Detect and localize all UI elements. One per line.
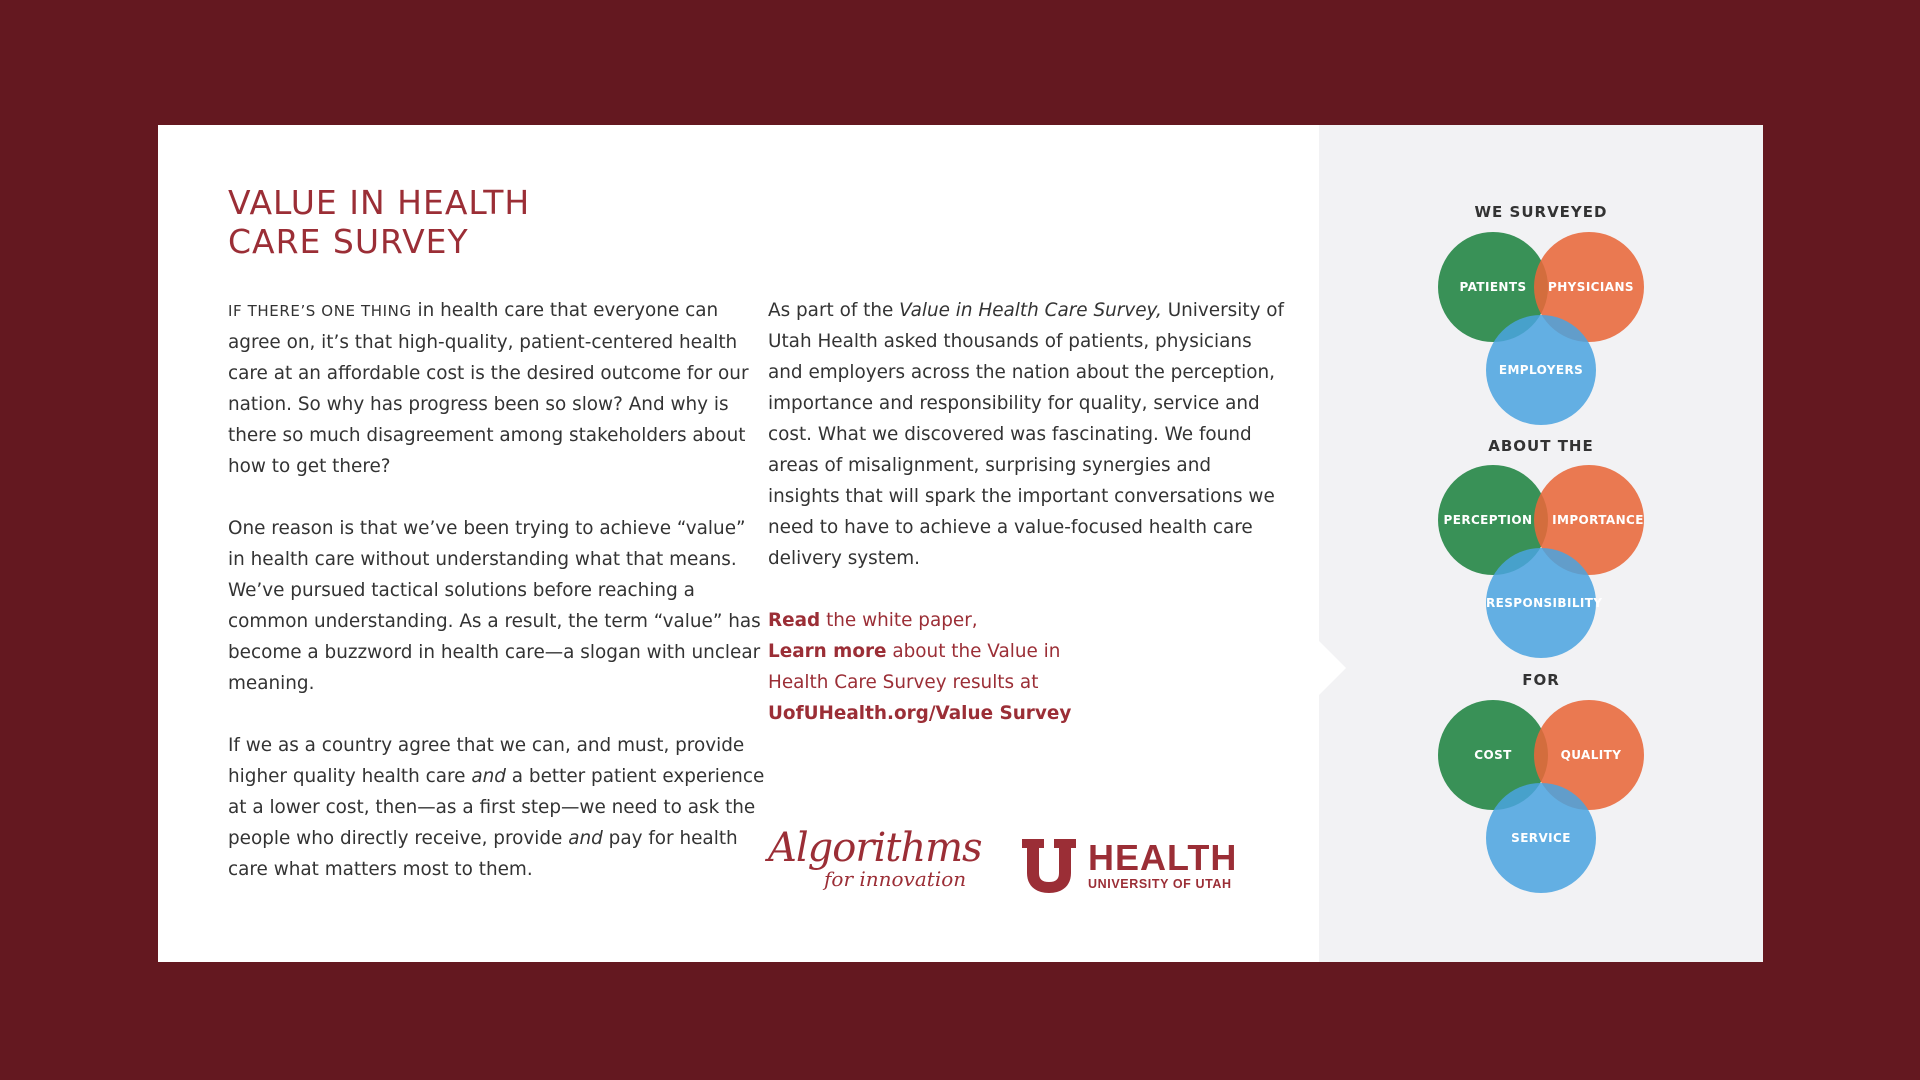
- venn-label-physicians: PHYSICIANS: [1548, 280, 1634, 294]
- venn-label-importance: IMPORTANCE: [1552, 513, 1644, 527]
- learn-rest: about the Value in: [886, 641, 1061, 662]
- venn-heading-for: FOR: [1522, 671, 1560, 689]
- lead-in-text: IF THERE’S ONE THING: [228, 302, 412, 320]
- intro-paragraph: [228, 295, 768, 482]
- algorithms-logo-main: Algorithms: [768, 825, 982, 871]
- venn-diagram-surveyed: [1438, 232, 1648, 428]
- venn-label-cost: COST: [1474, 748, 1512, 762]
- venn-circles-about: [1438, 465, 1648, 661]
- venn-label-quality: QUALITY: [1560, 748, 1622, 762]
- block-u-icon: [1020, 839, 1078, 893]
- title-line-2: CARE SURVEY: [228, 222, 469, 261]
- health-wordmark: HEALTH: [1088, 837, 1238, 878]
- read-white-paper-link[interactable]: [768, 605, 1288, 636]
- venn-label-responsibility: RESPONSIBILITY: [1486, 596, 1603, 610]
- survey-text-a: As part of the: [768, 300, 900, 321]
- country-paragraph: [228, 730, 768, 885]
- venn-label-perception: PERCEPTION: [1443, 513, 1533, 527]
- country-text-e: pay for health care what matters most to them.: [228, 828, 738, 880]
- country-text-c: a better patient experience at a lower cost, then—as a first step—we need to ask the people who directly receive, provide: [228, 766, 765, 849]
- algorithms-for-innovation-logo: [768, 825, 982, 895]
- results-text: Health Care Survey results at: [768, 672, 1039, 693]
- left-column: [228, 295, 768, 916]
- survey-name-italic: Value in Health Care Survey,: [899, 300, 1162, 321]
- country-text-and-1: and: [471, 766, 506, 787]
- survey-url-link[interactable]: [768, 698, 1288, 729]
- venn-label-patients: PATIENTS: [1459, 280, 1527, 294]
- university-of-utah-health-logo: [1020, 839, 1240, 899]
- venn-diagram-for: [1438, 700, 1648, 896]
- venn-label-service: SERVICE: [1511, 831, 1571, 845]
- survey-paragraph: [768, 295, 1288, 574]
- panel-notch: [1319, 641, 1346, 695]
- venn-circles-for: [1438, 700, 1648, 896]
- country-text-a: If we as a country agree that we can, and must, provide higher quality health care: [228, 735, 745, 787]
- venn-label-employers: EMPLOYERS: [1498, 363, 1584, 377]
- read-bold: Read: [768, 610, 821, 631]
- intro-text: in health care that everyone can agree on, it’s that high-quality, patient-centered health care at an affordable cost is the desired outcome for our nation. So why has progress been so slow? And why is there so much disagreement among stakeholders about how to get there?: [228, 300, 749, 477]
- university-of-utah-text: UNIVERSITY OF UTAH: [1088, 877, 1232, 891]
- venn-circles-surveyed: [1438, 232, 1648, 428]
- country-text-and-2: and: [568, 828, 603, 849]
- read-rest: the white paper,: [820, 610, 978, 631]
- venn-diagram-about: [1438, 465, 1648, 661]
- title-line-1: VALUE IN HEALTH: [228, 183, 531, 222]
- call-to-action: [768, 605, 1288, 729]
- survey-url: UofUHealth.org/Value Survey: [768, 703, 1072, 724]
- survey-card: [158, 125, 1763, 962]
- learn-more-link[interactable]: [768, 636, 1288, 667]
- algorithms-logo-sub: for innovation: [824, 867, 967, 891]
- page-title: [228, 183, 530, 261]
- venn-heading-about: ABOUT THE: [1488, 437, 1594, 455]
- survey-text-b: University of Utah Health asked thousands of patients, physicians and employers across the nation about the perception, importance and responsibility for quality, service and cost. What we discovered was fascinating. We found areas of misalignment, surprising synergies and insights that will spark the important conversations we need to have to achieve a value-focused health care delivery system.: [768, 300, 1285, 569]
- learn-bold: Learn more: [768, 641, 887, 662]
- right-column: [768, 295, 1288, 729]
- venn-heading-surveyed: WE SURVEYED: [1474, 203, 1608, 221]
- reason-paragraph: One reason is that we’ve been trying to achieve “value” in health care without understanding what that means. We’ve pursued tactical solutions before reaching a common understanding. As a result, the term “value” has become a buzzword in health care—a slogan with unclear meaning.: [228, 518, 761, 694]
